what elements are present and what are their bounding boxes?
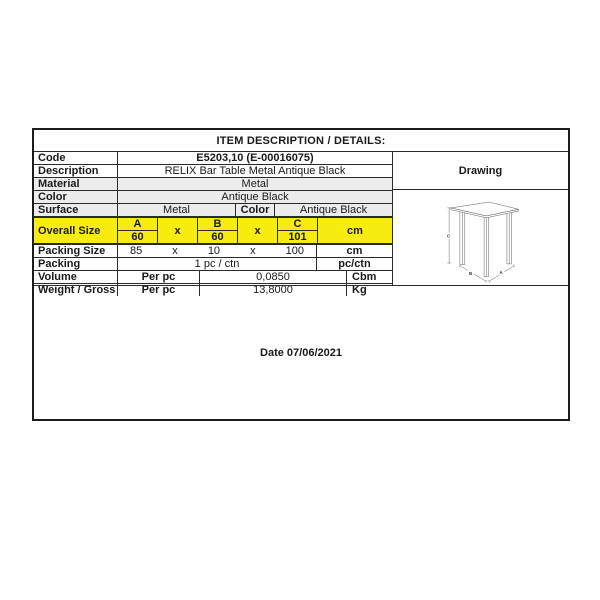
sheet-title-text: ITEM DESCRIPTION / DETAILS: bbox=[216, 134, 386, 147]
volume-basis: Per pc bbox=[118, 271, 200, 283]
overall-size-col-c bbox=[278, 218, 318, 243]
overall-size-unit: cm bbox=[347, 224, 363, 237]
sheet-body bbox=[34, 152, 568, 296]
drawing-header: Drawing bbox=[393, 152, 568, 190]
packing-size-v1: 85 bbox=[130, 245, 143, 257]
volume-value: 0,0850 bbox=[200, 271, 347, 283]
row-volume bbox=[34, 271, 392, 284]
volume-unit: Cbm bbox=[352, 271, 377, 283]
size-separator: x bbox=[238, 218, 278, 243]
row-packing-size bbox=[34, 245, 392, 258]
dim-b-label: B bbox=[198, 218, 237, 231]
packing-size-values bbox=[118, 245, 317, 257]
description-value: RELIX Bar Table Metal Antique Black bbox=[164, 165, 346, 177]
row-code bbox=[34, 152, 392, 165]
packing-size-sep: x bbox=[172, 245, 178, 257]
packing-unit: pc/ctn bbox=[338, 258, 371, 270]
packing-size-unit: cm bbox=[346, 245, 363, 257]
packing-size-sep: x bbox=[250, 245, 256, 257]
overall-size-label: Overall Size bbox=[34, 218, 118, 243]
drawing-area bbox=[393, 190, 568, 285]
packing-size-v3: 100 bbox=[285, 245, 304, 257]
table-legs bbox=[460, 212, 512, 277]
weight-basis: Per pc bbox=[118, 284, 200, 296]
color-value: Antique Black bbox=[221, 191, 289, 203]
row-color bbox=[34, 191, 392, 204]
code-label: Code bbox=[34, 152, 118, 164]
dim-a-label: A bbox=[118, 218, 157, 231]
row-overall-size bbox=[34, 218, 392, 244]
overall-size-col-a bbox=[118, 218, 158, 243]
row-description bbox=[34, 165, 392, 178]
description-label: Description bbox=[34, 165, 118, 177]
dim-c-value: 101 bbox=[288, 231, 307, 243]
dim-c-drawing-label: C bbox=[447, 233, 451, 239]
dim-b-drawing-label: B bbox=[469, 271, 473, 277]
date-text: Date 07/06/2021 bbox=[260, 346, 342, 359]
material-value: Metal bbox=[241, 178, 269, 190]
color-label: Color bbox=[34, 191, 118, 203]
row-surface bbox=[34, 204, 392, 217]
spec-rows bbox=[34, 152, 393, 296]
surface-color-value: Antique Black bbox=[299, 204, 368, 216]
drawing-column bbox=[393, 152, 568, 285]
row-packing bbox=[34, 258, 392, 271]
surface-label: Surface bbox=[34, 204, 118, 216]
sheet-title bbox=[34, 130, 568, 152]
dim-b-value: 60 bbox=[211, 231, 224, 243]
dim-a-drawing-label: A bbox=[499, 269, 503, 275]
date-row bbox=[34, 285, 568, 419]
row-material bbox=[34, 178, 392, 191]
material-label: Material bbox=[34, 178, 118, 190]
overall-size-col-b bbox=[198, 218, 238, 243]
packing-size-label: Packing Size bbox=[34, 245, 118, 257]
weight-label: Weight / Gross bbox=[34, 284, 118, 296]
packing-value: 1 pc / ctn bbox=[118, 258, 317, 270]
surface-value: Metal bbox=[118, 204, 236, 216]
size-separator: x bbox=[158, 218, 198, 243]
weight-unit: Kg bbox=[352, 284, 367, 296]
dim-a-value: 60 bbox=[131, 231, 144, 243]
table-drawing bbox=[393, 190, 568, 285]
dim-c-label: C bbox=[278, 218, 317, 231]
packing-size-v2: 10 bbox=[207, 245, 221, 257]
item-description-table bbox=[32, 128, 570, 421]
weight-value: 13,8000 bbox=[200, 284, 347, 296]
surface-color-label: Color bbox=[236, 204, 275, 216]
code-value: E5203,10 (E-00016075) bbox=[196, 152, 314, 164]
packing-label: Packing bbox=[34, 258, 118, 270]
volume-label: Volume bbox=[34, 271, 118, 283]
